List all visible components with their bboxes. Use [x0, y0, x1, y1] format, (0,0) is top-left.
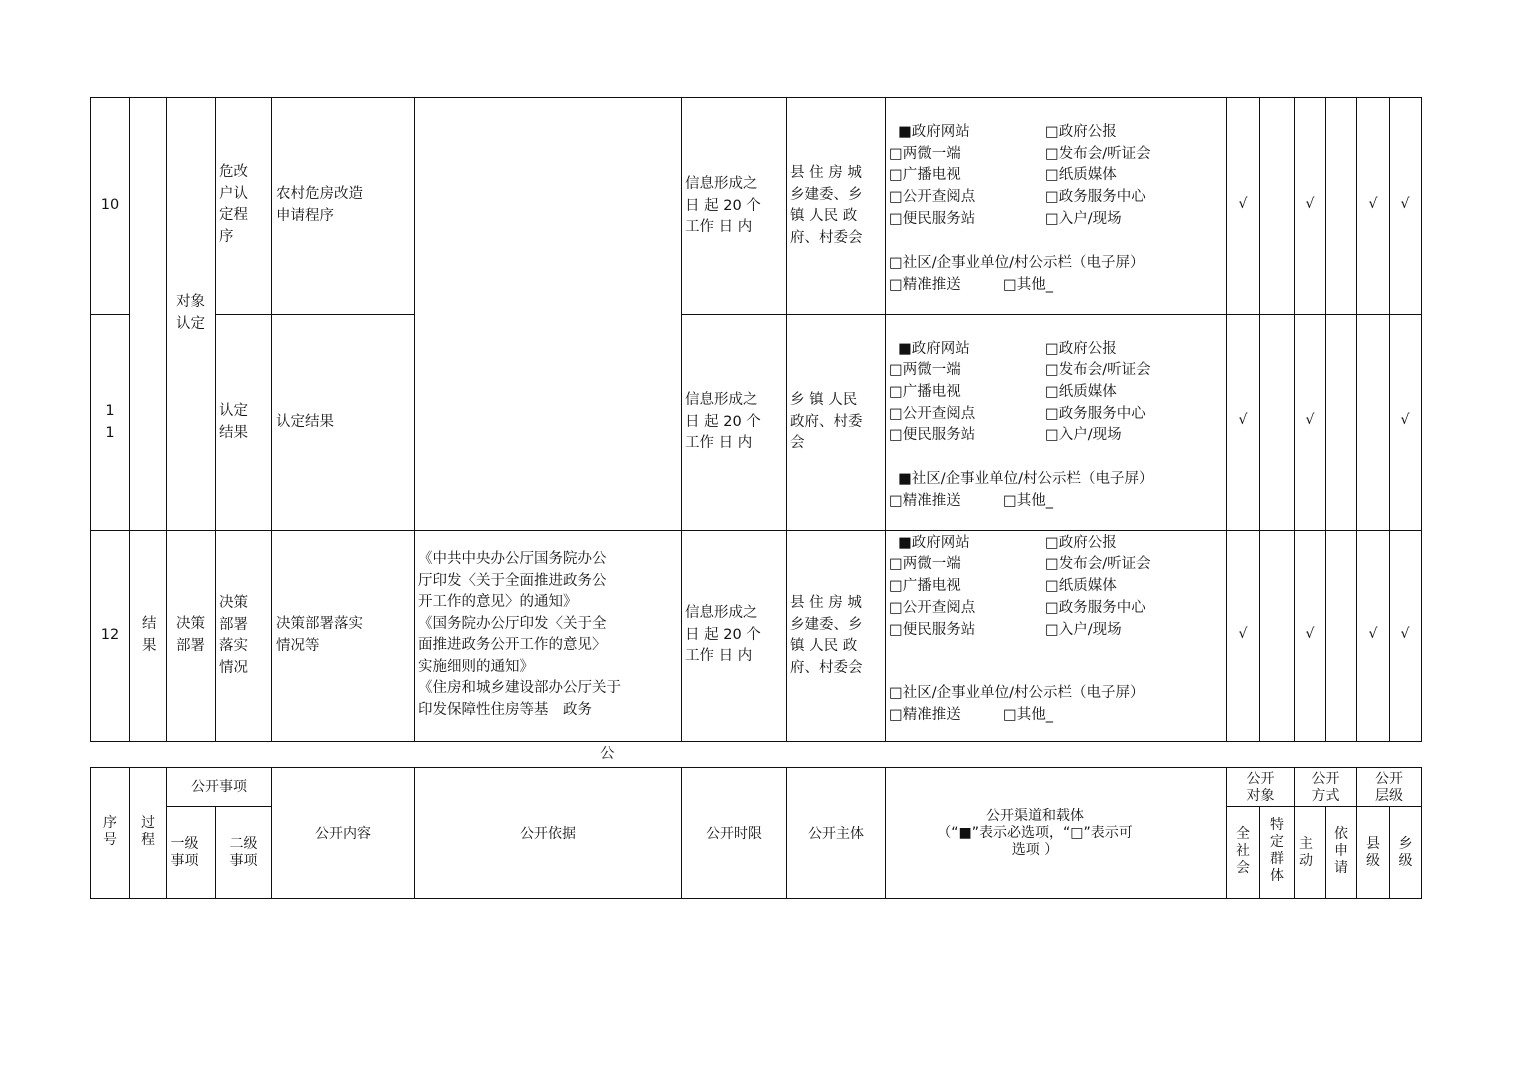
channel-option: ■政府网站 [898, 341, 970, 357]
basis-cell: 《中共中央办公厅国务院办公 厅印发〈关于全面推进政务公 开工作的意见〉的通知》 《国务院办公厅印发〈关于全 面推进政务公开工作的意见〉 实施细则的通知》 《住房和城乡建设部办公厅关于 印发保障性住房等基 政务 [418, 551, 621, 718]
channel-option: □其他_ [1003, 277, 1053, 293]
header-on-request: 依 申 请 [1334, 826, 1348, 876]
channel-option: ■政府网站 [898, 124, 970, 140]
channel-option: ■社区/企事业单位/村公示栏（电子屏） [898, 471, 1154, 487]
channel-option: □广播电视 [889, 384, 961, 400]
subject-cell: 县 住 房 城 乡建委、乡 镇 人民 政 府、村委会 [790, 165, 863, 246]
channel-option: □社区/企事业单位/村公示栏（电子屏） [889, 255, 1145, 271]
channel-option: □政务服务中心 [1045, 189, 1146, 205]
header-level1: 一级 事项 [170, 836, 199, 869]
channel-option: □便民服务站 [889, 211, 976, 227]
header-time: 公开时限 [706, 826, 762, 842]
channel-option: □发布会/听证会 [1045, 556, 1151, 572]
level2-item: 决策 部署 落实 情况 [219, 595, 248, 676]
header-target: 公开 对象 [1246, 771, 1275, 804]
row-number: 10 [100, 197, 120, 213]
check-township: √ [1400, 196, 1410, 212]
channel-option: □其他_ [1003, 493, 1053, 509]
channel-option: □两微一端 [889, 146, 961, 162]
channel-option: □入户/现场 [1045, 427, 1122, 443]
header-channel: 公开渠道和载体 （“■”表示必选项，“□”表示可 选项 ） [937, 808, 1133, 858]
channel-option: □便民服务站 [889, 427, 976, 443]
header-township: 乡 级 [1398, 836, 1413, 869]
header-all-society: 全 社 会 [1236, 826, 1250, 876]
channel-option: □便民服务站 [889, 622, 976, 638]
header-level2: 二级 事项 [229, 836, 258, 869]
check-county: √ [1368, 626, 1378, 642]
channel-option: □公开查阅点 [889, 600, 976, 616]
channel-option: □入户/现场 [1045, 622, 1122, 638]
channel-option: □精准推送 [889, 493, 961, 509]
time-limit: 信息形成之 日 起 20 个 工作 日 内 [685, 392, 761, 451]
header-subject: 公开主体 [808, 826, 864, 842]
channel-option: □政府公报 [1045, 124, 1117, 140]
check-active: √ [1305, 626, 1315, 642]
check-all-society: √ [1238, 196, 1248, 212]
check-active: √ [1305, 412, 1315, 428]
header-specific: 特 定 群 体 [1270, 817, 1284, 884]
level2-item: 认定 结果 [219, 403, 248, 441]
level2-item: 危改 户认 定程 序 [219, 164, 248, 245]
channel-option: □纸质媒体 [1045, 578, 1117, 594]
between-char: 公 [600, 746, 615, 762]
header-content: 公开内容 [315, 826, 371, 842]
time-limit: 信息形成之 日 起 20 个 工作 日 内 [685, 176, 761, 235]
subject-cell: 乡 镇 人民 政府、村委 会 [790, 392, 863, 451]
channel-option: □广播电视 [889, 167, 961, 183]
content-cell: 决策部署落实 情况等 [276, 616, 363, 654]
channel-option: □社区/企事业单位/村公示栏（电子屏） [889, 685, 1145, 701]
channel-option: □纸质媒体 [1045, 384, 1117, 400]
channel-option: □发布会/听证会 [1045, 362, 1151, 378]
check-all-society: √ [1238, 412, 1248, 428]
header-no: 序 号 [103, 815, 117, 848]
channel-option: □其他_ [1003, 707, 1053, 723]
content-cell: 农村危房改造 申请程序 [276, 186, 363, 224]
content-cell: 认定结果 [276, 414, 334, 430]
process-cell: 结 果 [142, 616, 157, 654]
row-number: 1 1 [105, 403, 115, 441]
check-all-society: √ [1238, 626, 1248, 642]
channel-option: □入户/现场 [1045, 211, 1122, 227]
check-township: √ [1400, 626, 1410, 642]
channel-option: □政务服务中心 [1045, 406, 1146, 422]
channel-option: □精准推送 [889, 707, 961, 723]
header-mode: 公开 方式 [1311, 771, 1340, 804]
channel-option: □公开查阅点 [889, 406, 976, 422]
channel-option: □政务服务中心 [1045, 600, 1146, 616]
channel-option: □广播电视 [889, 578, 961, 594]
channel-option: □政府公报 [1045, 535, 1117, 551]
row-number: 12 [100, 627, 120, 643]
channel-option: □两微一端 [889, 362, 961, 378]
channel-option: □纸质媒体 [1045, 167, 1117, 183]
subject-cell: 县 住 房 城 乡建委、乡 镇 人民 政 府、村委会 [790, 595, 863, 676]
check-township: √ [1400, 412, 1410, 428]
check-county: √ [1368, 196, 1378, 212]
channel-option: □发布会/听证会 [1045, 146, 1151, 162]
time-limit: 信息形成之 日 起 20 个 工作 日 内 [685, 605, 761, 664]
level1-item: 对象 认定 [176, 294, 205, 332]
channel-option: □两微一端 [889, 556, 961, 572]
header-county: 县 级 [1366, 836, 1380, 869]
header-level: 公开 层级 [1375, 771, 1403, 804]
header-basis: 公开依据 [520, 826, 576, 842]
header-active: 主 动 [1299, 836, 1313, 869]
check-active: √ [1305, 196, 1315, 212]
header-process: 过 程 [141, 815, 155, 848]
channel-option: ■政府网站 [898, 535, 970, 551]
channel-option: □公开查阅点 [889, 189, 976, 205]
level1-item: 决策 部署 [176, 616, 205, 654]
header-items: 公开事项 [191, 779, 247, 795]
channel-option: □精准推送 [889, 277, 961, 293]
channel-option: □政府公报 [1045, 341, 1117, 357]
